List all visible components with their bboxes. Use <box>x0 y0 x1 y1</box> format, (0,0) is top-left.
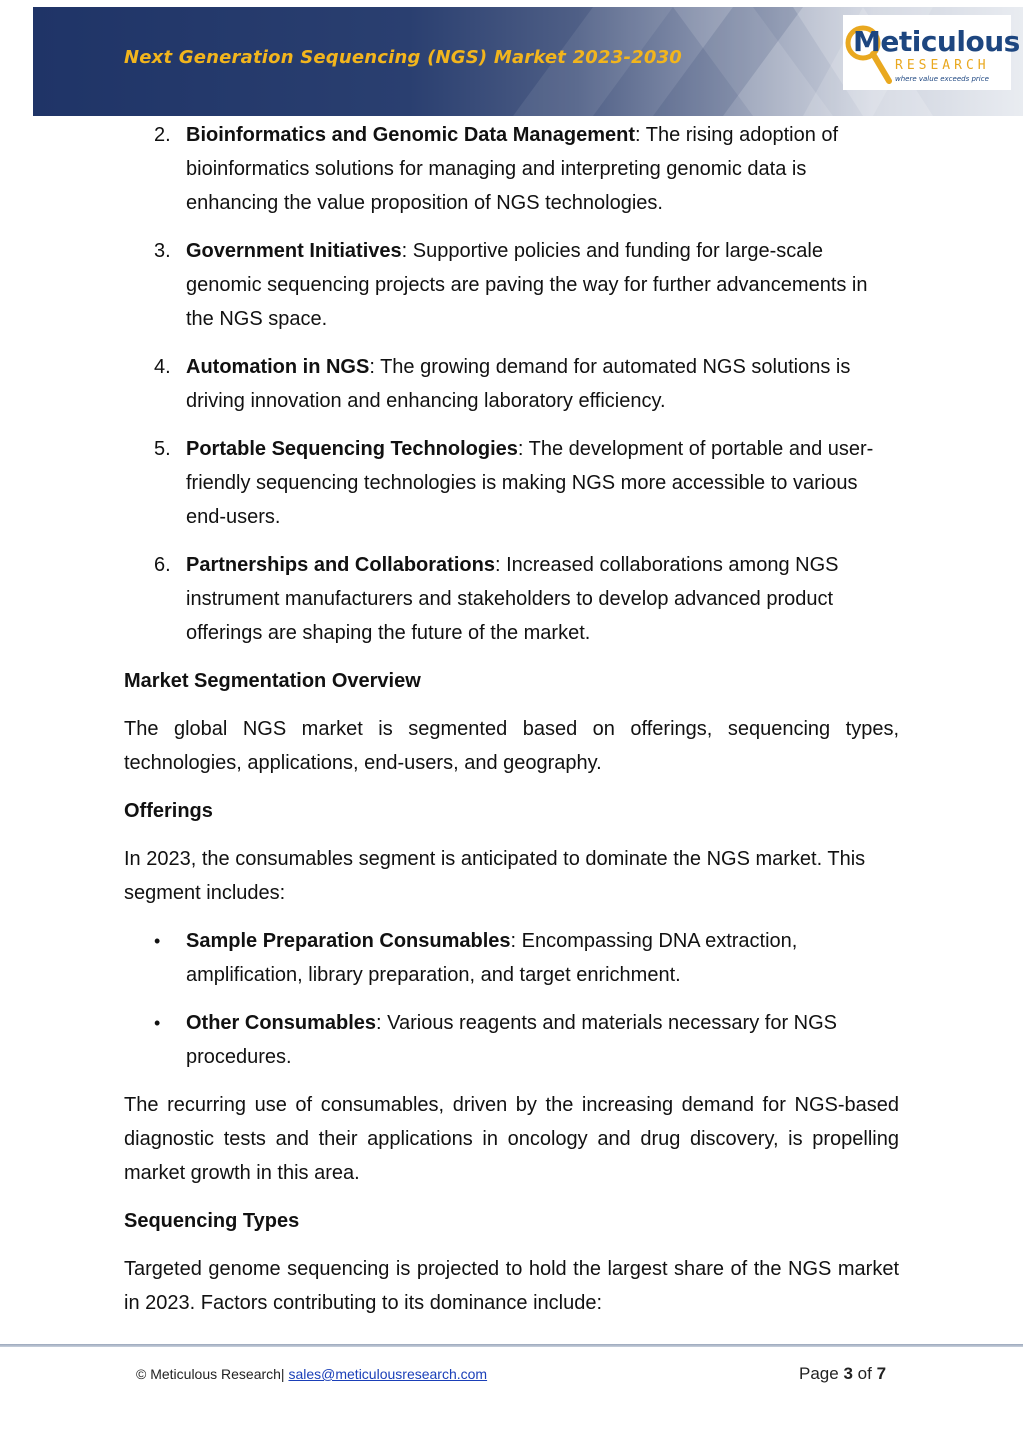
sequencing-types-paragraph: Targeted genome sequencing is projected to hold the largest share of the NGS market in 2023. Factors contributing to its dominance include: <box>124 1258 899 1314</box>
list-item <box>124 548 899 650</box>
list-number: 2. <box>154 124 171 146</box>
list-item <box>124 234 899 336</box>
list-item-title: Bioinformatics and Genomic Data Management <box>186 124 635 146</box>
list-number: 4. <box>154 356 171 378</box>
footer-copyright <box>136 1366 487 1382</box>
list-item-title: Sample Preparation Consumables <box>186 930 511 952</box>
list-item-title: Portable Sequencing Technologies <box>186 438 518 460</box>
list-number: 6. <box>154 554 171 576</box>
page-of: of <box>857 1364 872 1383</box>
offerings-heading: Offerings <box>124 800 213 822</box>
list-item-text: : Encompassing DNA extraction, amplification, library preparation, and target enrichment. <box>186 930 798 986</box>
list-item <box>124 432 899 534</box>
page-number <box>799 1364 886 1384</box>
list-item-title: Partnerships and Collaborations <box>186 554 495 576</box>
list-item <box>124 350 899 418</box>
list-item-text: : Various reagents and materials necessary for NGS procedures. <box>186 1012 837 1068</box>
header-banner <box>33 7 1023 116</box>
sequencing-types-heading: Sequencing Types <box>124 1210 300 1232</box>
document-title: Next Generation Sequencing (NGS) Market 2023-2030 <box>124 47 683 68</box>
list-item-title: Automation in NGS <box>186 356 370 378</box>
list-number: 5. <box>154 438 171 460</box>
list-item-text: : The growing demand for automated NGS solutions is driving innovation and enhancing laboratory efficiency. <box>186 356 851 412</box>
page-content <box>124 118 899 1334</box>
list-number: 3. <box>154 240 171 262</box>
list-item <box>124 1006 899 1074</box>
offerings-bullet-list <box>124 924 899 1074</box>
list-item-title: Government Initiatives <box>186 240 402 262</box>
bullet-icon: • <box>154 931 161 951</box>
list-item-text: : The development of portable and user-friendly sequencing technologies is making NGS more accessible to various end-users. <box>186 438 874 528</box>
list-item <box>124 924 899 992</box>
logo-tagline: where value exceeds price <box>895 75 989 83</box>
list-item-text: : Increased collaborations among NGS instrument manufacturers and stakeholders to develop advanced product offerings are shaping the future of the market. <box>186 554 839 644</box>
meticulous-research-logo <box>843 15 1020 90</box>
offerings-closing: The recurring use of consumables, driven by the increasing demand for NGS-based diagnostic tests and their applications in oncology and drug discovery, is propelling market growth in this area. <box>124 1094 899 1184</box>
segmentation-heading: Market Segmentation Overview <box>124 670 421 692</box>
email-link[interactable]: sales@meticulousresearch.com <box>288 1366 488 1382</box>
list-item-text: : Supportive policies and funding for large-scale genomic sequencing projects are paving the way for further advancements in the NGS space. <box>186 240 868 330</box>
drivers-numbered-list <box>124 118 899 650</box>
logo-name: Meticulous <box>853 25 1020 58</box>
footer-divider <box>0 1344 1023 1347</box>
bullet-icon: • <box>154 1013 161 1033</box>
page-total: 7 <box>876 1364 887 1383</box>
list-item-text: : The rising adoption of bioinformatics solutions for managing and interpreting genomic data is enhancing the value proposition of NGS technologies. <box>186 124 839 214</box>
copyright-text: © Meticulous Research| <box>136 1366 285 1382</box>
list-item-title: Other Consumables <box>186 1012 377 1034</box>
page-current: 3 <box>843 1364 853 1383</box>
page-label: Page <box>799 1364 839 1383</box>
offerings-intro: In 2023, the consumables segment is anticipated to dominate the NGS market. This segment includes: <box>124 848 866 904</box>
logo-subtitle: RESEARCH <box>895 58 990 73</box>
segmentation-paragraph: The global NGS market is segmented based on offerings, sequencing types, technologies, applications, end-users, and geography. <box>124 718 899 774</box>
list-item <box>124 118 899 220</box>
